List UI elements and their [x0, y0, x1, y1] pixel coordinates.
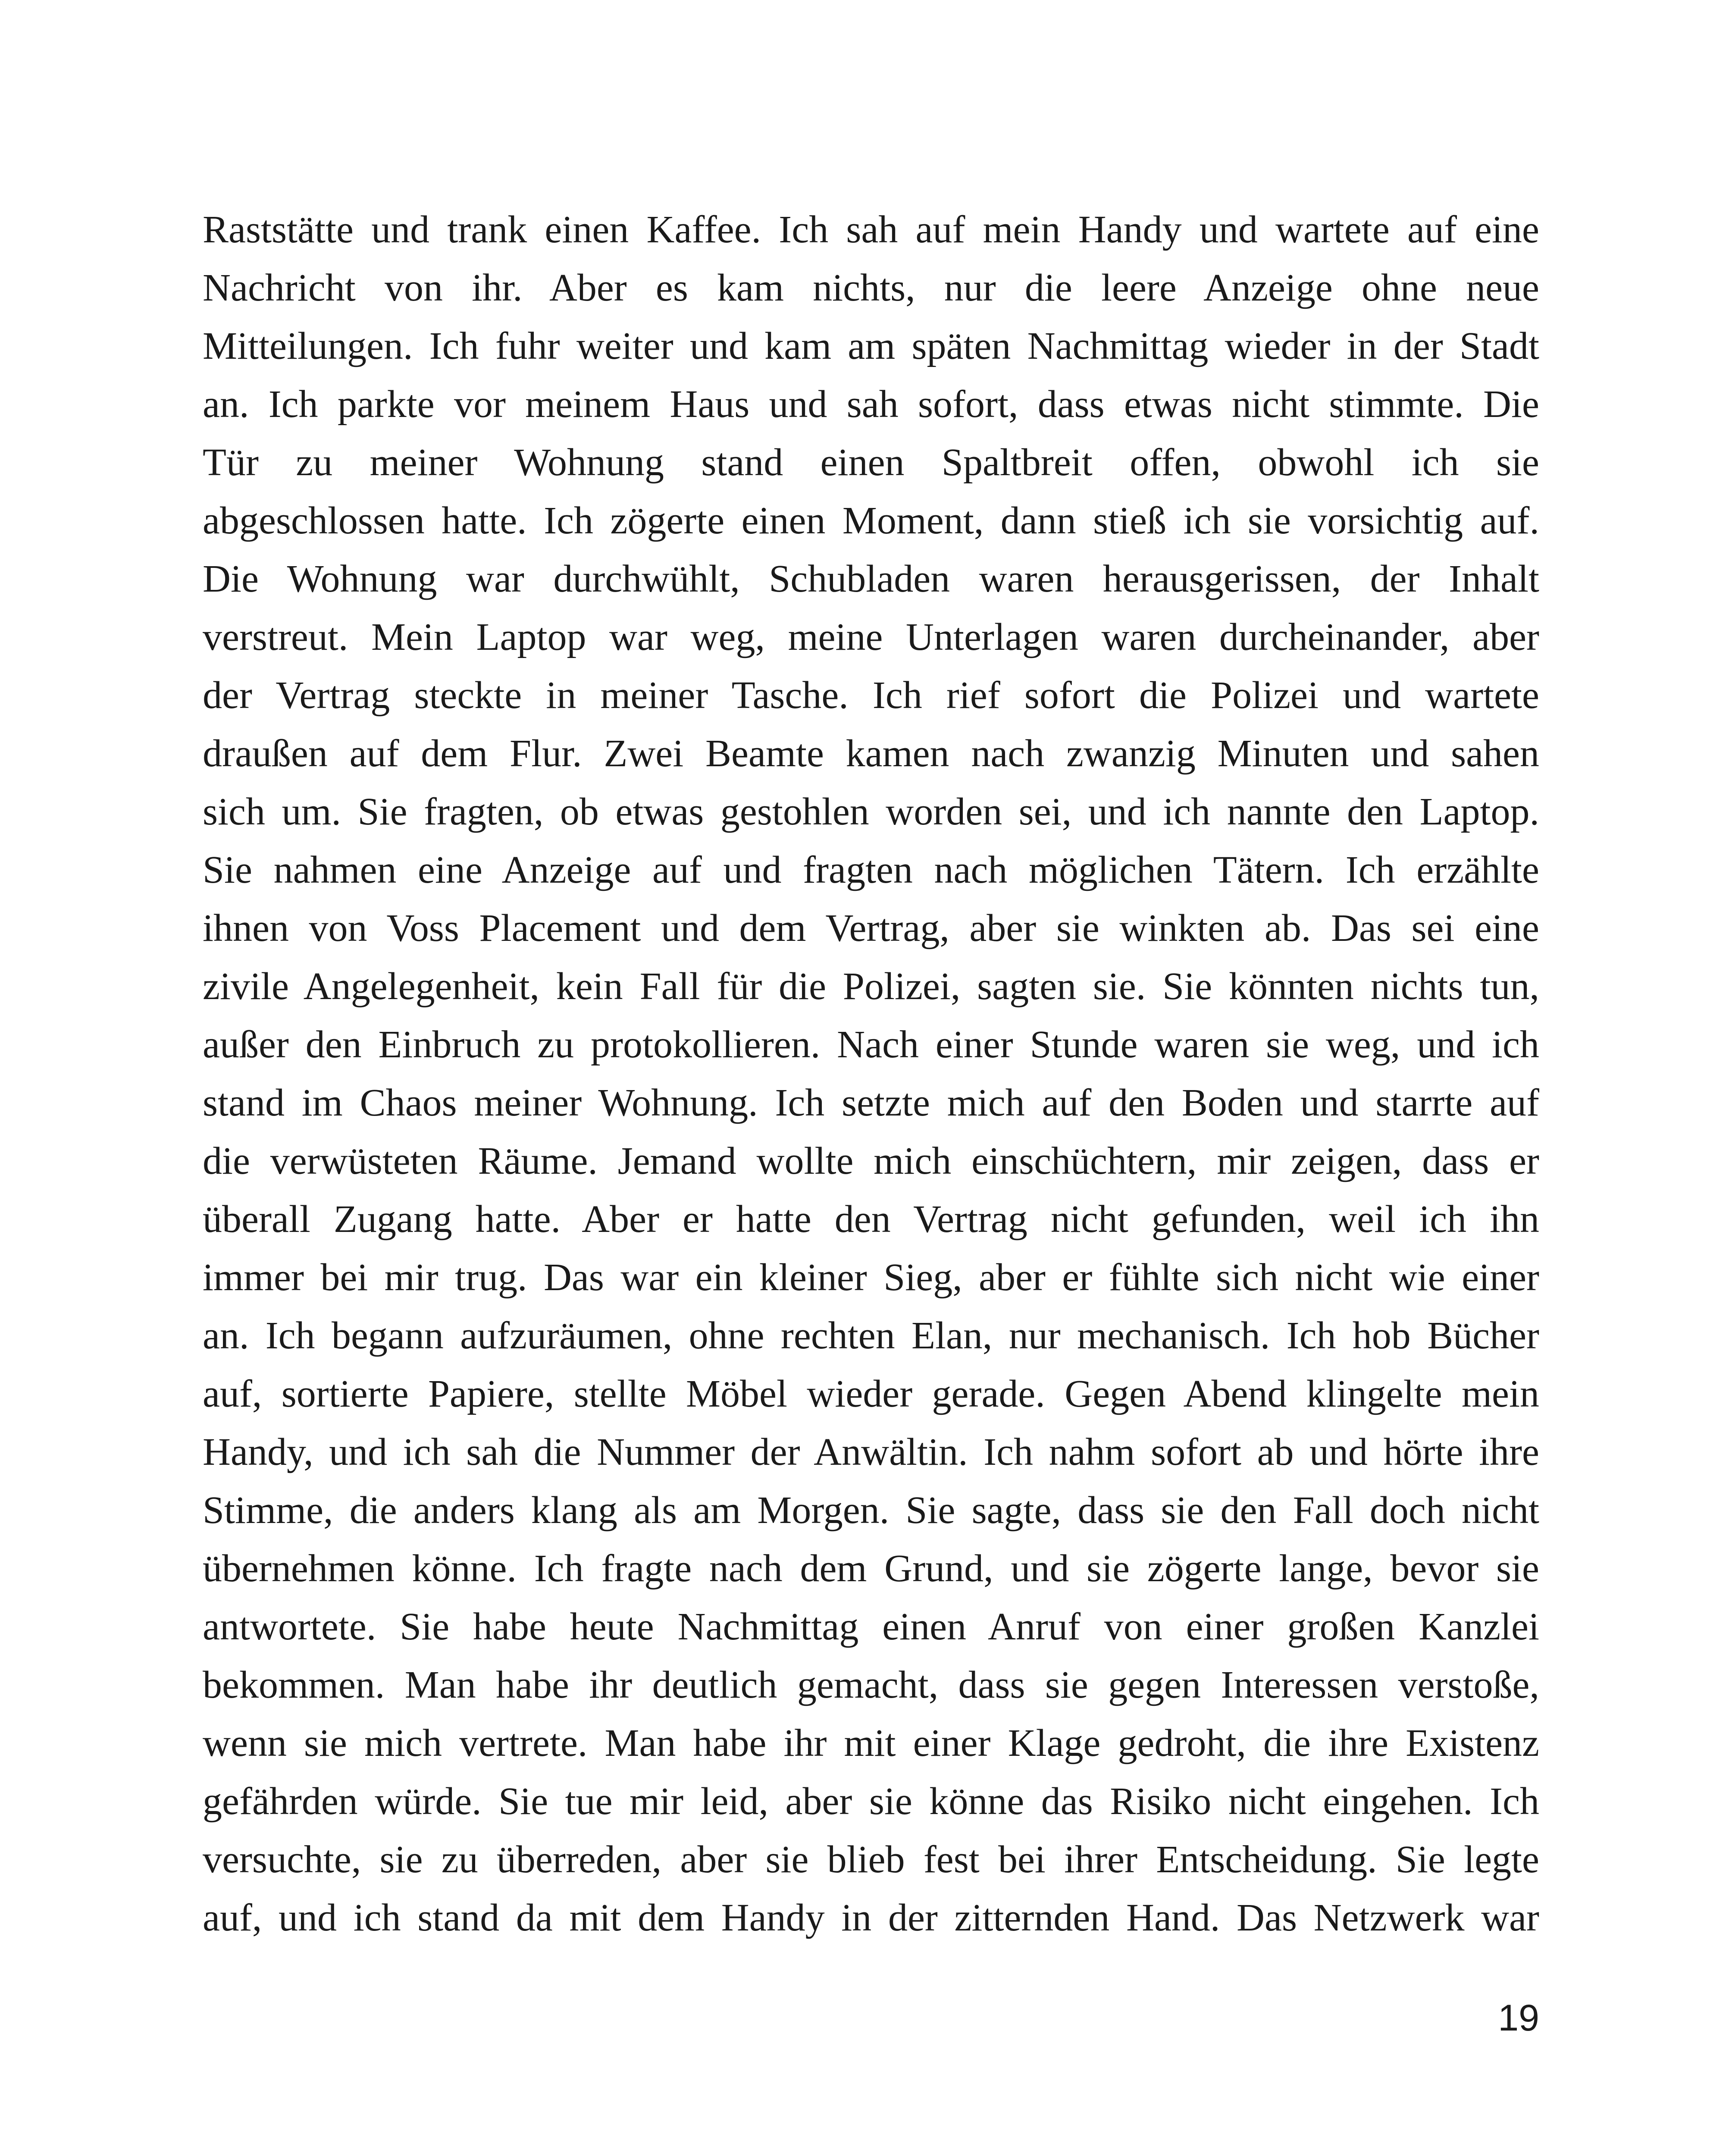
text-line-18: überall Zugang hatte. Aber er hatte den Vertrag nicht gefunden, weil ich ihn — [203, 1198, 1539, 1241]
text-line-22: Handy, und ich sah die Nummer der Anwältin. Ich nahm sofort ab und hörte ihre — [203, 1431, 1539, 1473]
text-line-20: an. Ich begann aufzuräumen, ohne rechten Elan, nur mechanisch. Ich hob Bücher — [203, 1314, 1539, 1357]
body-text — [203, 201, 1539, 1947]
text-line-25: antwortete. Sie habe heute Nachmittag einen Anruf von einer großen Kanzlei — [203, 1605, 1539, 1648]
text-line-28: gefährden würde. Sie tue mir leid, aber sie könne das Risiko nicht eingehen. Ich — [203, 1780, 1539, 1823]
text-line-12: Sie nahmen eine Anzeige auf und fragten nach möglichen Tätern. Ich erzählte — [203, 849, 1539, 891]
text-line-6: abgeschlossen hatte. Ich zögerte einen Moment, dann stieß ich sie vorsichtig auf. — [203, 499, 1539, 542]
text-line-13: ihnen von Voss Placement und dem Vertrag, aber sie winkten ab. Das sei eine — [203, 907, 1539, 950]
text-line-24: übernehmen könne. Ich fragte nach dem Grund, und sie zögerte lange, bevor sie — [203, 1547, 1539, 1590]
text-line-19: immer bei mir trug. Das war ein kleiner Sieg, aber er fühlte sich nicht wie einer — [203, 1256, 1539, 1299]
text-line-5: Tür zu meiner Wohnung stand einen Spaltbreit offen, obwohl ich sie — [203, 441, 1539, 484]
text-line-9: der Vertrag steckte in meiner Tasche. Ich rief sofort die Polizei und wartete — [203, 674, 1539, 717]
text-line-30: auf, und ich stand da mit dem Handy in der zitternden Hand. Das Netzwerk war — [203, 1896, 1539, 1939]
text-line-10: draußen auf dem Flur. Zwei Beamte kamen nach zwanzig Minuten und sahen — [203, 732, 1539, 775]
text-line-8: verstreut. Mein Laptop war weg, meine Unterlagen waren durcheinander, aber — [203, 616, 1539, 658]
text-line-4: an. Ich parkte vor meinem Haus und sah sofort, dass etwas nicht stimmte. Die — [203, 383, 1539, 426]
text-line-23: Stimme, die anders klang als am Morgen. Sie sagte, dass sie den Fall doch nicht — [203, 1489, 1539, 1532]
text-line-17: die verwüsteten Räume. Jemand wollte mich einschüchtern, mir zeigen, dass er — [203, 1140, 1539, 1182]
text-line-3: Mitteilungen. Ich fuhr weiter und kam am späten Nachmittag wieder in der Stadt — [203, 325, 1539, 367]
text-line-29: versuchte, sie zu überreden, aber sie blieb fest bei ihrer Entscheidung. Sie legte — [203, 1838, 1539, 1881]
text-line-27: wenn sie mich vertrete. Man habe ihr mit einer Klage gedroht, die ihre Existenz — [203, 1722, 1539, 1764]
text-line-2: Nachricht von ihr. Aber es kam nichts, nur die leere Anzeige ohne neue — [203, 266, 1539, 309]
text-line-14: zivile Angelegenheit, kein Fall für die Polizei, sagten sie. Sie könnten nichts tun, — [203, 965, 1539, 1008]
text-line-21: auf, sortierte Papiere, stellte Möbel wieder gerade. Gegen Abend klingelte mein — [203, 1373, 1539, 1415]
text-line-11: sich um. Sie fragten, ob etwas gestohlen worden sei, und ich nannte den Laptop. — [203, 790, 1539, 833]
text-line-16: stand im Chaos meiner Wohnung. Ich setzte mich auf den Boden und starrte auf — [203, 1081, 1539, 1124]
text-line-15: außer den Einbruch zu protokollieren. Nach einer Stunde waren sie weg, und ich — [203, 1023, 1539, 1066]
text-line-26: bekommen. Man habe ihr deutlich gemacht, dass sie gegen Interessen verstoße, — [203, 1664, 1539, 1706]
page-number: 19 — [1498, 1997, 1539, 2039]
text-line-1: Raststätte und trank einen Kaffee. Ich sah auf mein Handy und wartete auf eine — [203, 208, 1539, 251]
text-line-7: Die Wohnung war durchwühlt, Schubladen waren herausgerissen, der Inhalt — [203, 558, 1539, 600]
